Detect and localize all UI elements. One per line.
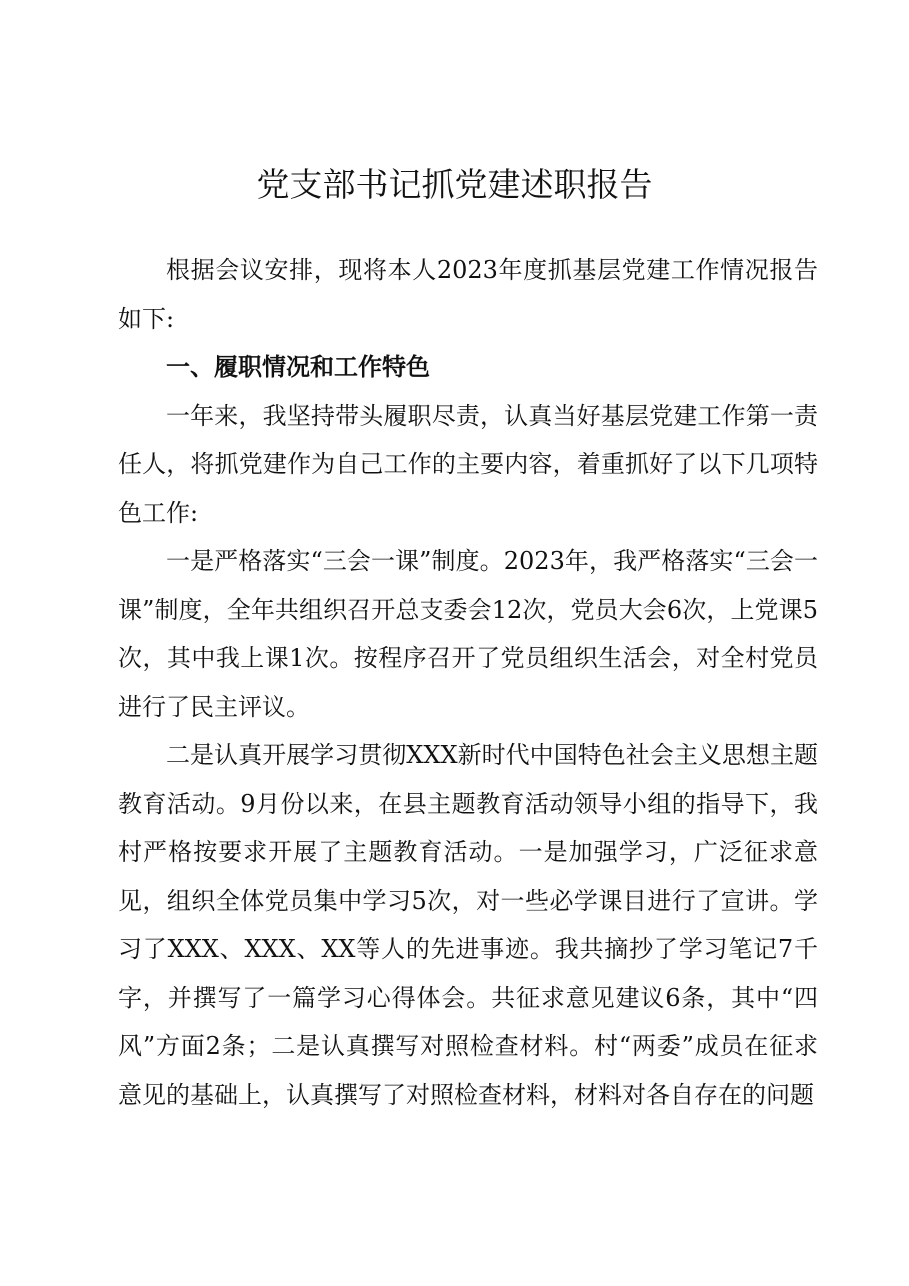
body-paragraph: 二是认真开展学习贯彻XXX新时代中国特色社会主义思想主题教育活动。9月份以来，在县主题教育活动领导小组的指导下，我村严格按要求开展了主题教育活动。一是加强学习，广泛征求意见，组织全体党员集中学习5次，对一些必学课目进行了宣讲。学习了XXX、XXX、XX等人的先进事迹。我共摘抄了学习笔记7千字，并撰写了一篇学习心得体会。共征求意见建议6条，其中“四风”方面2条；二是认真撰写对照检查材料。村“两委”成员在征求意见的基础上，认真撰写了对照检查材料，材料对各自存在的问题: [118, 741, 818, 1109]
body-paragraph: 一年来，我坚持带头履职尽责，认真当好基层党建工作第一责任人，将抓党建作为自己工作的主要内容，着重抓好了以下几项特色工作:: [118, 401, 818, 527]
body-paragraph: 一是严格落实“三会一课”制度。2023年，我严格落实“三会一课”制度，全年共组织召开总支委会12次，党员大会6次，上党课5次，其中我上课1次。按程序召开了党员组织生活会，对全村党员进行了民主评议。: [118, 547, 818, 721]
section-heading: 一、履职情况和工作特色: [166, 353, 430, 381]
document-body: [118, 246, 818, 1119]
document-title: 党支部书记抓党建述职报告: [256, 165, 653, 204]
intro-paragraph: 根据会议安排，现将本人2023年度抓基层党建工作情况报告如下:: [118, 256, 818, 333]
